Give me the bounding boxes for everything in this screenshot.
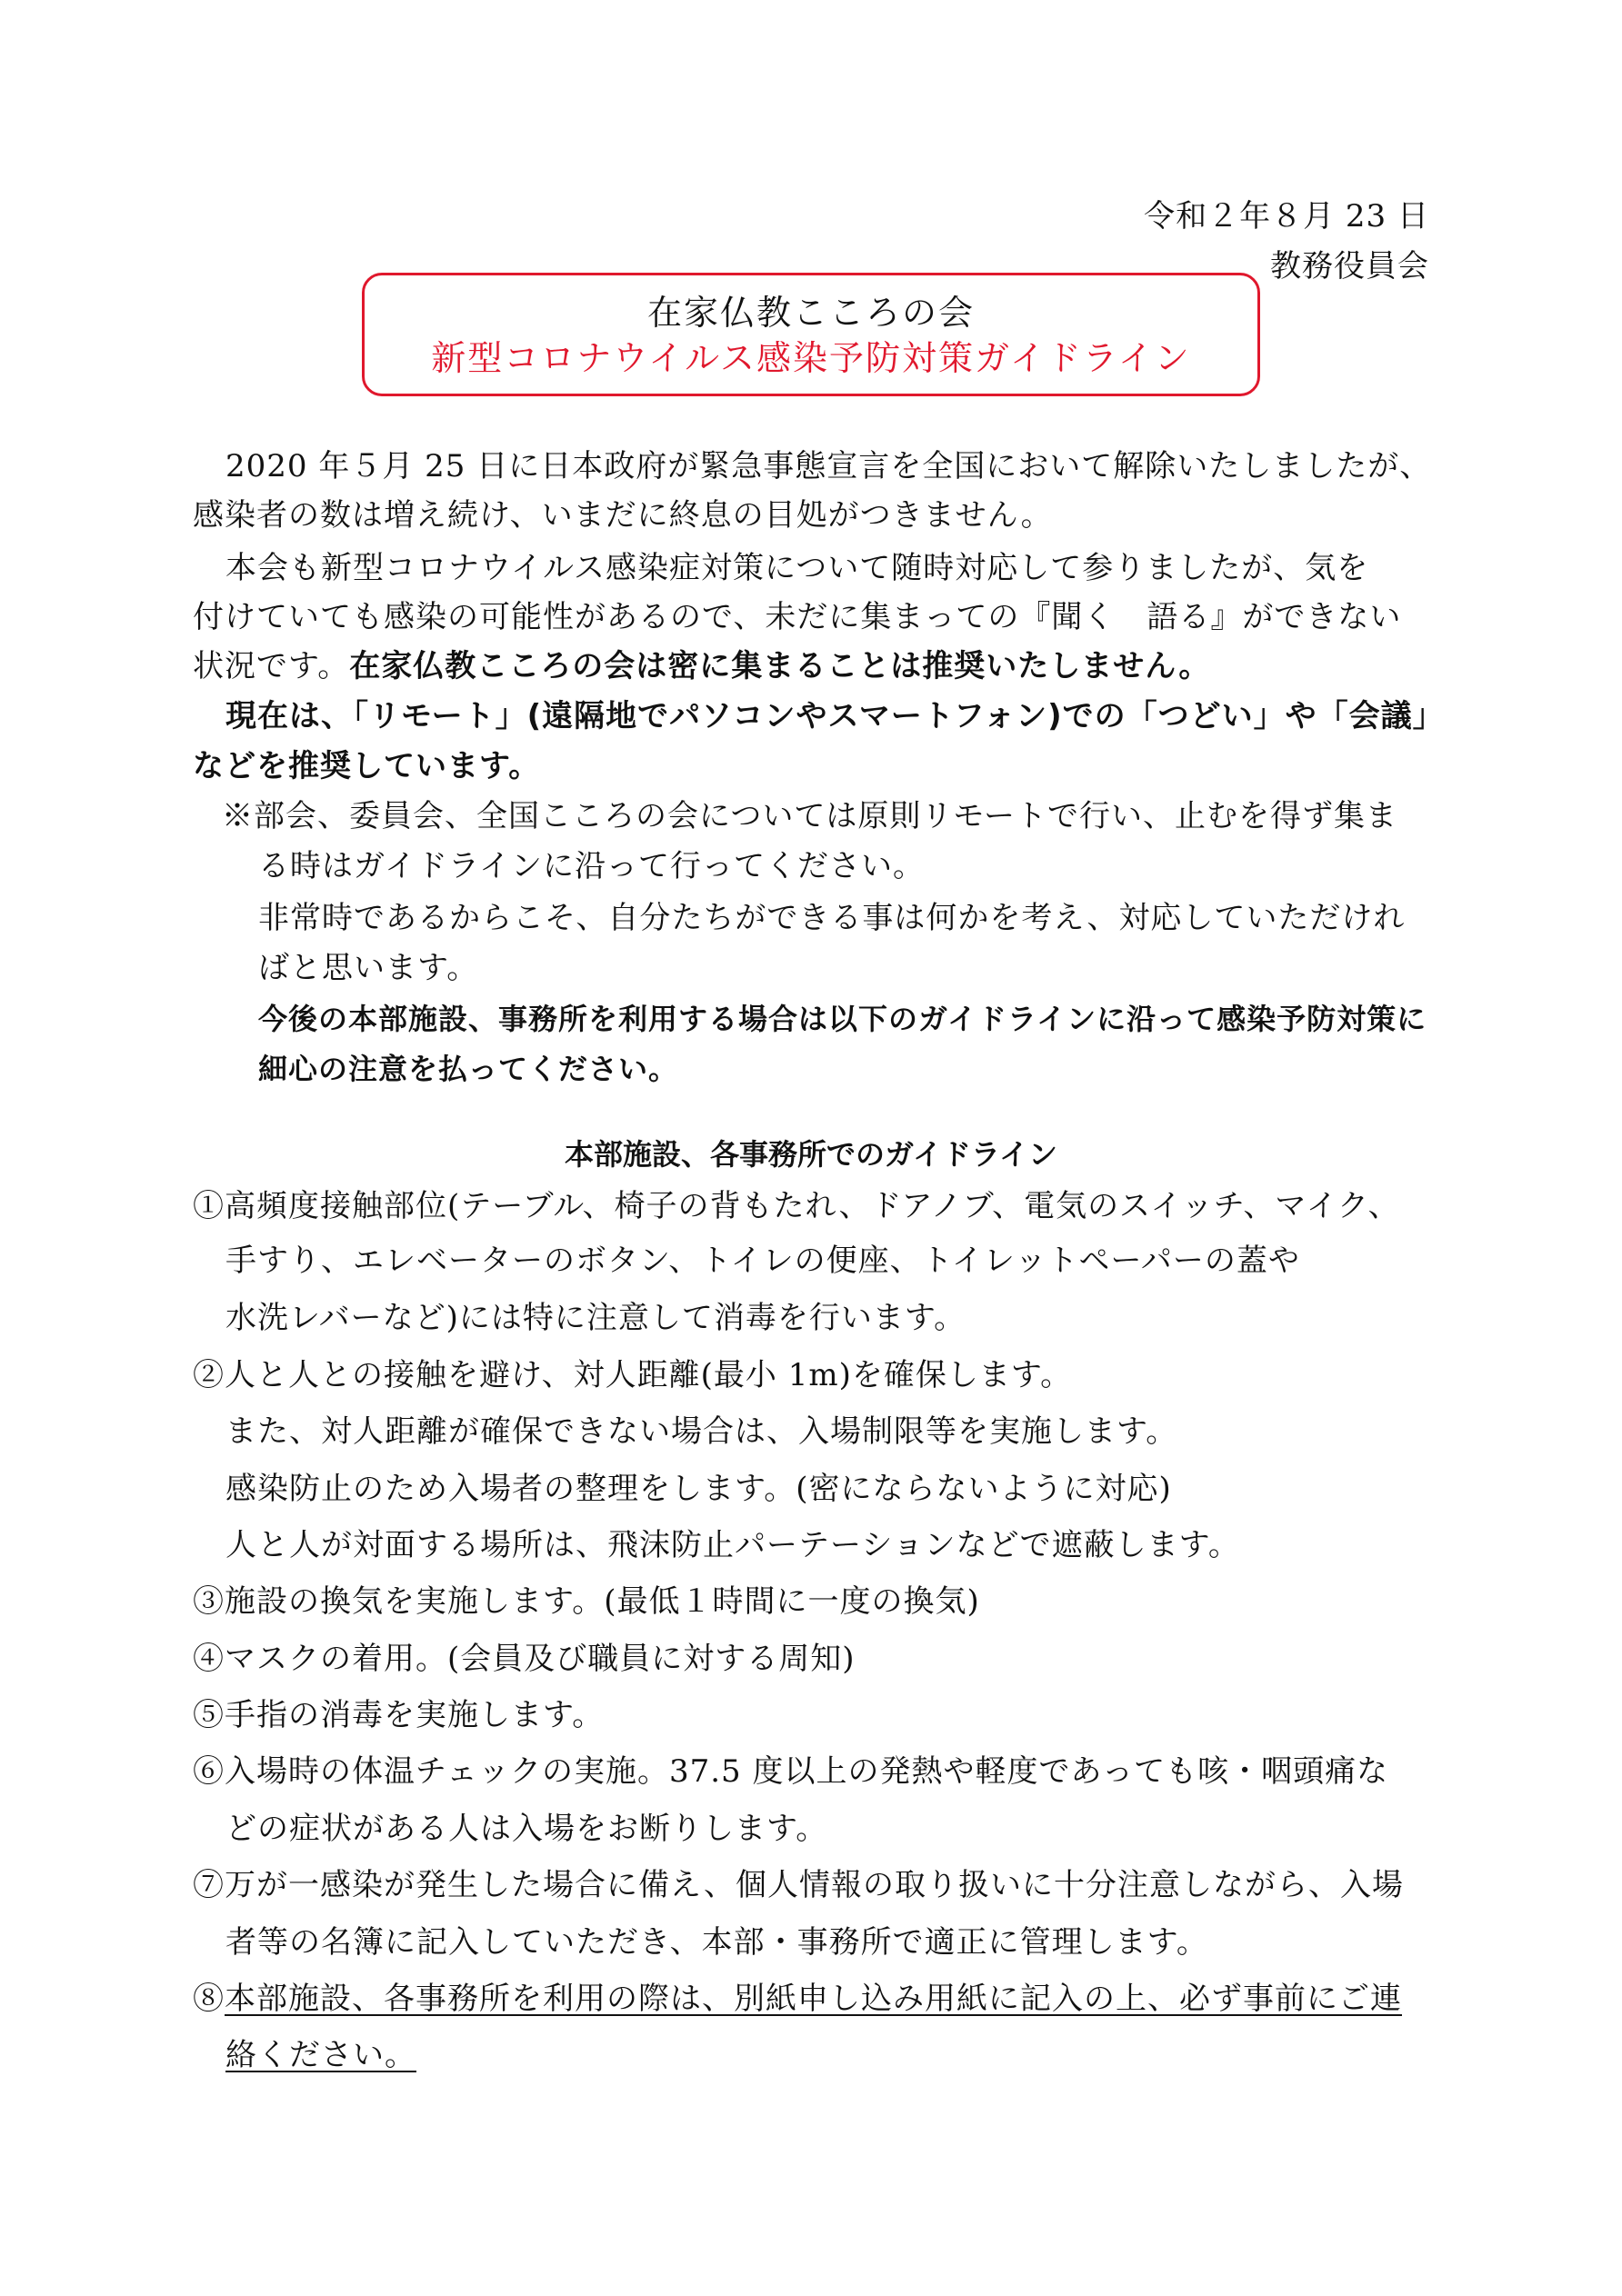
- guideline-1-line3: 水洗レバーなど)には特に注意して消毒を行います。: [225, 1300, 966, 1336]
- note-line1: ※部会、委員会、全国こころの会については原則リモートで行い、止むを得ず集ま: [222, 798, 1397, 834]
- intro-p1-line2: 感染者の数は増え続け、いまだに終息の目処がつきません。: [193, 497, 1053, 534]
- document-author: 教務役員会: [1270, 248, 1429, 285]
- note-line5: 今後の本部施設、事務所を利用する場合は以下のガイドラインに沿って感染予防対策に: [258, 1002, 1427, 1036]
- guideline-6-line2: どの症状がある人は入場をお断りします。: [225, 1811, 828, 1847]
- intro-p3-line1: 現在は、「リモート」(遠隔地でパソコンやスマートフォン)での「つどい」や「会議」: [225, 698, 1445, 734]
- guideline-3: ③施設の換気を実施します。(最低１時間に一度の換気): [193, 1583, 980, 1620]
- note-line3: 非常時であるからこそ、自分たちができる事は何かを考え、対応していただけれ: [258, 900, 1406, 936]
- intro-p2-line1: 本会も新型コロナウイルス感染症対策について随時対応して参りましたが、気を: [225, 550, 1369, 586]
- intro-p2-line3-normal: 状況です。: [193, 648, 350, 684]
- guideline-7-line1: ⑦万が一感染が発生した場合に備え、個人情報の取り扱いに十分注意しながら、入場: [193, 1867, 1405, 1903]
- guideline-8-text: 本部施設、各事務所を利用の際は、別紙申し込み用紙に記入の上、必ず事前にご連: [225, 1981, 1402, 2017]
- guideline-4: ④マスクの着用。(会員及び職員に対する周知): [193, 1641, 856, 1677]
- note-line4: ばと思います。: [258, 950, 479, 986]
- guideline-1-line1: ①高頻度接触部位(テーブル、椅子の背もたれ、ドアノブ、電気のスイッチ、マイク、: [193, 1188, 1400, 1224]
- note-line6: 細心の注意を払ってください。: [258, 1052, 679, 1086]
- intro-p1-line1: 2020 年５月 25 日に日本政府が緊急事態宣言を全国において解除いたしましたが、: [225, 448, 1432, 484]
- guideline-6-line1: ⑥入場時の体温チェックの実施。37.5 度以上の発熱や軽度であっても咳・咽頭痛な: [193, 1753, 1389, 1790]
- document-date: 令和２年８月 23 日: [1144, 198, 1429, 235]
- title-box: [362, 273, 1260, 396]
- guideline-8-number: ⑧: [193, 1981, 225, 2017]
- intro-p3-line2: などを推奨しています。: [193, 748, 541, 784]
- guideline-5: ⑤手指の消毒を実施します。: [193, 1697, 605, 1733]
- guideline-heading: 本部施設、各事務所でのガイドライン: [564, 1137, 1058, 1172]
- guideline-title: 新型コロナウイルス感染予防対策ガイドライン: [431, 338, 1191, 378]
- guideline-1-line2: 手すり、エレベーターのボタン、トイレの便座、トイレットペーパーの蓋や: [225, 1243, 1300, 1279]
- intro-p2-line3-bold: 在家仏教こころの会は密に集まることは推奨いたしません。: [349, 648, 1211, 684]
- note-line2: る時はガイドラインに沿って行ってください。: [258, 848, 925, 884]
- intro-p2-line2: 付けていても感染の可能性があるので、未だに集まっての『聞く 語る』ができない: [193, 599, 1402, 635]
- intro-p2-line3: [193, 644, 1210, 689]
- guideline-2-line3: 感染防止のため入場者の整理をします。(密にならないように対応): [225, 1471, 1172, 1507]
- guideline-2-line1: ②人と人との接触を避け、対人距離(最小 1m)を確保します。: [193, 1357, 1073, 1393]
- organization-title: 在家仏教こころの会: [646, 293, 975, 333]
- guideline-8-line1: [193, 1976, 1402, 2021]
- guideline-7-line2: 者等の名簿に記入していただき、本部・事務所で適正に管理します。: [225, 1924, 1208, 1961]
- guideline-8-line2: 絡ください。: [225, 2037, 416, 2073]
- guideline-2-line2: また、対人距離が確保できない場合は、入場制限等を実施します。: [225, 1413, 1178, 1450]
- guideline-2-line4: 人と人が対面する場所は、飛沫防止パーテーションなどで遮蔽します。: [225, 1527, 1240, 1563]
